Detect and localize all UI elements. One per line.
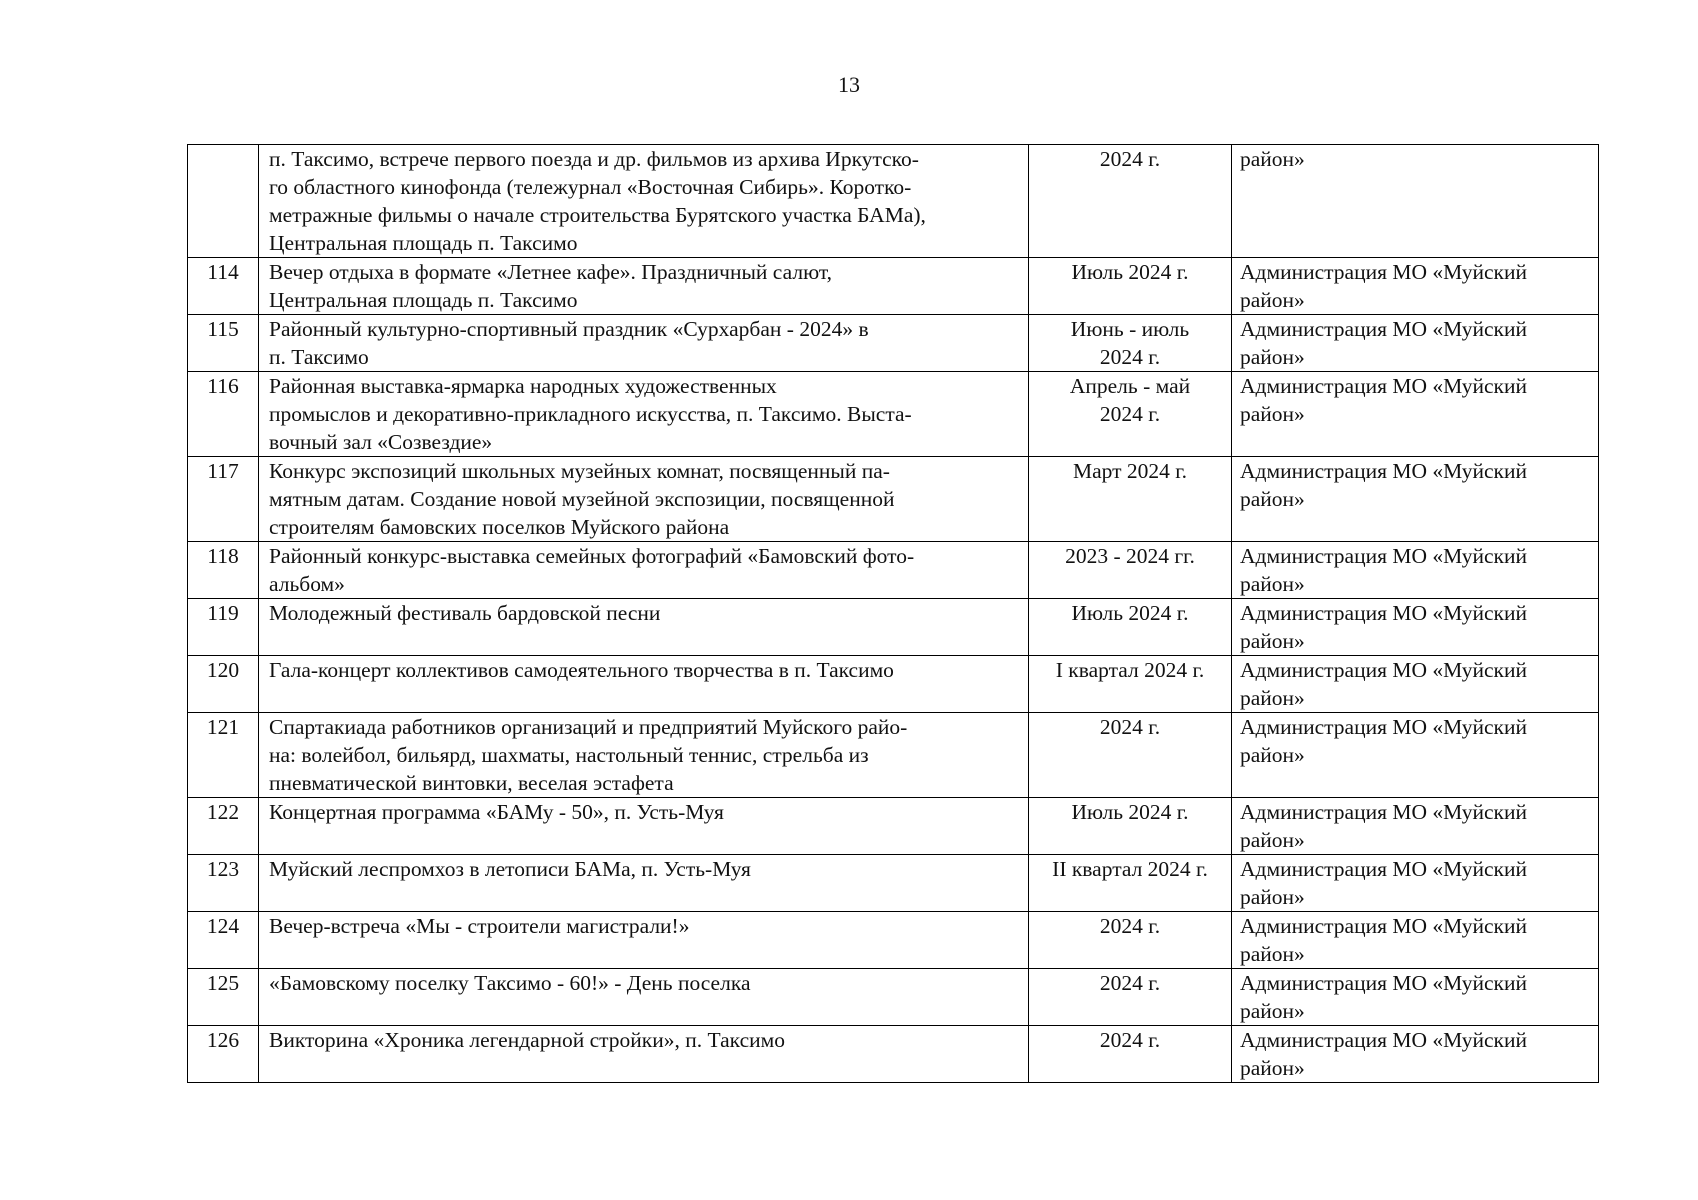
term-line: II квартал 2024 г.: [1052, 857, 1208, 881]
responsible-cell: [1232, 457, 1599, 542]
row-number: 115: [188, 315, 259, 372]
responsible-line: Администрация МО «Муйский: [1240, 971, 1527, 995]
responsible-cell: [1232, 912, 1599, 969]
event-line: Районная выставка-ярмарка народных художественных: [269, 374, 777, 398]
responsible-line: Администрация МО «Муйский: [1240, 544, 1527, 568]
term-line: Июль 2024 г.: [1071, 260, 1189, 284]
term-line: 2023 - 2024 гг.: [1065, 544, 1195, 568]
responsible-line: район»: [1240, 686, 1305, 710]
term-cell: [1029, 713, 1232, 798]
responsible-line: район»: [1240, 885, 1305, 909]
table-row: [188, 713, 1599, 798]
event-line: альбом»: [269, 572, 345, 596]
responsible-cell: [1232, 1026, 1599, 1083]
responsible-line: район»: [1240, 1056, 1305, 1080]
event-cell: [259, 145, 1029, 258]
responsible-cell: [1232, 713, 1599, 798]
table-row: [188, 372, 1599, 457]
event-cell: [259, 912, 1029, 969]
term-line: Июль 2024 г.: [1071, 601, 1189, 625]
row-number: [188, 145, 259, 258]
responsible-line: район»: [1240, 942, 1305, 966]
term-line: Апрель - май: [1069, 374, 1191, 398]
row-number: 120: [188, 656, 259, 713]
event-line: Спартакиада работников организаций и предприятий Муйского райо-: [269, 715, 908, 739]
row-number: 124: [188, 912, 259, 969]
event-line: вочный зал «Созвездие»: [269, 430, 493, 454]
event-cell: [259, 372, 1029, 457]
event-line: метражные фильмы о начале строительства Бурятского участка БАМа),: [269, 203, 926, 227]
row-number: 123: [188, 855, 259, 912]
term-cell: [1029, 145, 1232, 258]
term-line: I квартал 2024 г.: [1055, 658, 1205, 682]
responsible-line: район»: [1240, 999, 1305, 1023]
event-cell: [259, 713, 1029, 798]
event-cell: [259, 599, 1029, 656]
responsible-cell: [1232, 798, 1599, 855]
table-row: [188, 1026, 1599, 1083]
term-line: 2024 г.: [1099, 402, 1161, 426]
table-row: [188, 969, 1599, 1026]
responsible-line: район»: [1240, 147, 1305, 171]
responsible-line: район»: [1240, 345, 1305, 369]
events-table: [187, 144, 1599, 1083]
term-cell: [1029, 258, 1232, 315]
event-line: пневматической винтовки, веселая эстафета: [269, 771, 674, 795]
responsible-cell: [1232, 145, 1599, 258]
event-line: «Бамовскому поселку Таксимо - 60!» - День поселка: [269, 971, 751, 995]
term-line: 2024 г.: [1099, 345, 1161, 369]
responsible-cell: [1232, 315, 1599, 372]
row-number: 116: [188, 372, 259, 457]
term-line: 2024 г.: [1099, 715, 1161, 739]
responsible-line: Администрация МО «Муйский: [1240, 658, 1527, 682]
event-cell: [259, 969, 1029, 1026]
row-number: 122: [188, 798, 259, 855]
row-number: 117: [188, 457, 259, 542]
responsible-cell: [1232, 855, 1599, 912]
event-line: промыслов и декоративно-прикладного искусства, п. Таксимо. Выста-: [269, 402, 912, 426]
event-line: Вечер-встреча «Мы - строители магистрали!»: [269, 914, 690, 938]
table-row: [188, 798, 1599, 855]
table-row: [188, 656, 1599, 713]
term-cell: [1029, 542, 1232, 599]
responsible-line: Администрация МО «Муйский: [1240, 1028, 1527, 1052]
event-line: мятным датам. Создание новой музейной экспозиции, посвященной: [269, 487, 895, 511]
responsible-line: Администрация МО «Муйский: [1240, 374, 1527, 398]
event-line: строителям бамовских поселков Муйского района: [269, 515, 730, 539]
table-row: [188, 855, 1599, 912]
row-number: 121: [188, 713, 259, 798]
term-cell: [1029, 457, 1232, 542]
term-line: 2024 г.: [1099, 914, 1161, 938]
term-line: Июнь - июль: [1070, 317, 1190, 341]
event-line: Концертная программа «БАМу - 50», п. Усть-Муя: [269, 800, 724, 824]
event-line: п. Таксимо: [269, 345, 369, 369]
row-number: 114: [188, 258, 259, 315]
term-line: 2024 г.: [1099, 147, 1161, 171]
event-line: Районный конкурс-выставка семейных фотографий «Бамовский фото-: [269, 544, 915, 568]
responsible-line: район»: [1240, 487, 1305, 511]
events-table-body: [188, 145, 1599, 1083]
row-number: 125: [188, 969, 259, 1026]
term-cell: [1029, 599, 1232, 656]
event-line: на: волейбол, бильярд, шахматы, настольный теннис, стрельба из: [269, 743, 869, 767]
term-cell: [1029, 1026, 1232, 1083]
event-line: Центральная площадь п. Таксимо: [269, 231, 578, 255]
responsible-line: Администрация МО «Муйский: [1240, 260, 1527, 284]
responsible-line: Администрация МО «Муйский: [1240, 317, 1527, 341]
event-line: Районный культурно-спортивный праздник «Сурхарбан - 2024» в: [269, 317, 869, 341]
responsible-line: район»: [1240, 288, 1305, 312]
event-line: Конкурс экспозиций школьных музейных комнат, посвященный па-: [269, 459, 890, 483]
table-row: [188, 912, 1599, 969]
row-number: 126: [188, 1026, 259, 1083]
term-cell: [1029, 969, 1232, 1026]
term-line: Март 2024 г.: [1072, 459, 1188, 483]
term-line: 2024 г.: [1099, 971, 1161, 995]
event-cell: [259, 457, 1029, 542]
responsible-line: Администрация МО «Муйский: [1240, 715, 1527, 739]
responsible-line: Администрация МО «Муйский: [1240, 800, 1527, 824]
event-cell: [259, 656, 1029, 713]
table-row: [188, 258, 1599, 315]
responsible-line: район»: [1240, 828, 1305, 852]
responsible-line: район»: [1240, 629, 1305, 653]
event-line: Муйский леспромхоз в летописи БАМа, п. Усть-Муя: [269, 857, 751, 881]
table-row: [188, 315, 1599, 372]
responsible-cell: [1232, 656, 1599, 713]
term-line: Июль 2024 г.: [1071, 800, 1189, 824]
event-cell: [259, 855, 1029, 912]
event-cell: [259, 258, 1029, 315]
responsible-line: Администрация МО «Муйский: [1240, 459, 1527, 483]
responsible-line: район»: [1240, 743, 1305, 767]
term-line: 2024 г.: [1099, 1028, 1161, 1052]
term-cell: [1029, 855, 1232, 912]
event-line: Гала-концерт коллективов самодеятельного творчества в п. Таксимо: [269, 658, 894, 682]
term-cell: [1029, 372, 1232, 457]
responsible-cell: [1232, 599, 1599, 656]
table-row: [188, 599, 1599, 656]
event-cell: [259, 315, 1029, 372]
table-row: [188, 542, 1599, 599]
term-cell: [1029, 798, 1232, 855]
row-number: 119: [188, 599, 259, 656]
event-cell: [259, 1026, 1029, 1083]
responsible-line: Администрация МО «Муйский: [1240, 914, 1527, 938]
responsible-cell: [1232, 258, 1599, 315]
event-line: го областного кинофонда (тележурнал «Восточная Сибирь». Коротко-: [269, 175, 912, 199]
table-row: [188, 145, 1599, 258]
event-line: Центральная площадь п. Таксимо: [269, 288, 578, 312]
term-cell: [1029, 912, 1232, 969]
event-line: Вечер отдыха в формате «Летнее кафе». Праздничный салют,: [269, 260, 833, 284]
responsible-cell: [1232, 969, 1599, 1026]
responsible-cell: [1232, 372, 1599, 457]
event-cell: [259, 798, 1029, 855]
term-cell: [1029, 656, 1232, 713]
responsible-line: район»: [1240, 572, 1305, 596]
responsible-line: район»: [1240, 402, 1305, 426]
responsible-line: Администрация МО «Муйский: [1240, 601, 1527, 625]
page-number: 13: [838, 72, 860, 97]
row-number: 118: [188, 542, 259, 599]
responsible-cell: [1232, 542, 1599, 599]
event-line: п. Таксимо, встрече первого поезда и др. фильмов из архива Иркутско-: [269, 147, 919, 171]
event-line: Молодежный фестиваль бардовской песни: [269, 601, 661, 625]
event-cell: [259, 542, 1029, 599]
responsible-line: Администрация МО «Муйский: [1240, 857, 1527, 881]
event-line: Викторина «Хроника легендарной стройки», п. Таксимо: [269, 1028, 785, 1052]
table-row: [188, 457, 1599, 542]
term-cell: [1029, 315, 1232, 372]
